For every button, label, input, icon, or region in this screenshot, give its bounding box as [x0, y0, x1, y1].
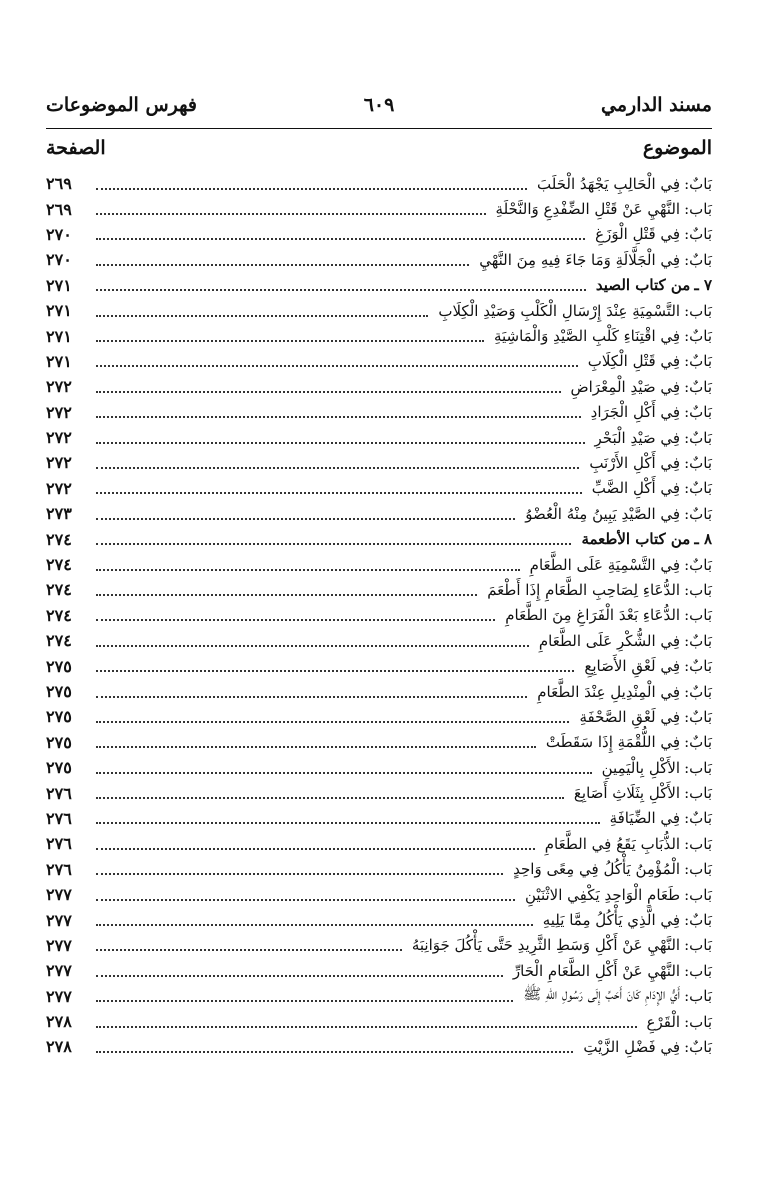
entry-page-number: ٢٧٤: [46, 529, 72, 549]
entry-title: الْقَرْعِ: [646, 1012, 681, 1031]
dot-leader: [96, 594, 477, 596]
bab-label: بَابٌ:: [684, 479, 712, 498]
toc-row: [46, 1009, 712, 1034]
toc-row: [46, 780, 712, 805]
bab-label: بَاب:: [684, 301, 712, 320]
entry-title: فِي الَّذِي يَأْكُلُ مِمَّا يَلِيهِ: [542, 911, 681, 930]
entry-page-number: ٢٧٢: [46, 402, 72, 422]
dot-leader: [96, 721, 569, 723]
entry-title: فِي الضِّيَافَةِ: [609, 809, 681, 828]
entry-page-number: ٢٧٥: [46, 732, 72, 752]
toc-row: [46, 501, 712, 526]
entry-title: الأَكْلِ بِالْيَمِينِ: [601, 758, 681, 777]
toc-row: [46, 552, 712, 577]
dot-leader: [96, 924, 533, 926]
page-number: ٦٠٩: [363, 94, 395, 116]
bab-label: بَابٌ:: [684, 1037, 712, 1056]
bab-label: بَاب:: [684, 885, 712, 904]
section-title: من كتاب الصيد: [595, 276, 691, 295]
bab-label: بَاب:: [684, 580, 712, 599]
bab-label: بَابٌ:: [684, 453, 712, 472]
entry-title: فِي صَيْدِ الْمِعْرَاضِ: [570, 377, 681, 396]
bab-label: بَاب:: [684, 860, 712, 879]
toc-row: [46, 628, 712, 653]
dot-leader: [96, 289, 586, 291]
entry-page-number: ٢٧٨: [46, 1012, 72, 1032]
toc-row: [46, 704, 712, 729]
topic-column-heading: الموضوع: [642, 137, 712, 159]
bab-label: بَابٌ:: [684, 657, 712, 676]
bab-label: بَاب:: [684, 987, 712, 1006]
toc-row: [46, 577, 712, 602]
toc-row: [46, 907, 712, 932]
bab-label: بَاب:: [684, 784, 712, 803]
entry-title: أَيُّ الإِدَامِ كَانَ أَحَبَّ إِلَى رَسُولِ اللهِ ﷺ: [523, 985, 681, 1004]
entry-page-number: ٢٧٢: [46, 428, 72, 448]
entry-page-number: ٢٧٧: [46, 935, 72, 955]
entry-title: فِي قَتْلِ الْكِلَابِ: [587, 352, 681, 371]
entry-page-number: ٢٧١: [46, 326, 72, 346]
entry-title: الذُّبَابِ يَقَعُ فِي الطَّعَامِ: [544, 834, 681, 853]
toc-page: [46, 92, 712, 1060]
dot-leader: [96, 899, 515, 901]
entry-title: الأَكْلِ بِثَلَاثِ أَصَابِعَ: [573, 784, 681, 803]
entry-title: فِي قَتْلِ الْوَزَغِ: [595, 225, 681, 244]
toc-row: [46, 323, 712, 348]
dot-leader: [96, 467, 579, 469]
entry-title: فِي لَعْقِ الصَّحْفَةِ: [579, 707, 681, 726]
book-title: مسند الدارمي: [601, 94, 712, 116]
entry-title: فِي الْجَلَّالَةِ وَمَا جَاءَ فِيهِ مِنَ النَّهْيِ: [479, 250, 681, 269]
toc-row: [46, 958, 712, 983]
entry-page-number: ٢٧٦: [46, 834, 72, 854]
entry-title: النَّهْيِ عَنْ أَكْلِ الطَّعَامِ الْحَارِّ: [512, 961, 681, 980]
dot-leader: [96, 772, 592, 774]
toc-row: [46, 247, 712, 272]
entry-page-number: ٢٧١: [46, 351, 72, 371]
dot-leader: [96, 645, 529, 647]
entry-title: فِي التَّسْمِيَةِ عَلَى الطَّعَامِ: [529, 555, 681, 574]
bab-label: بَاب:: [684, 1012, 712, 1031]
entry-page-number: ٢٧٢: [46, 478, 72, 498]
toc-row: [46, 984, 712, 1009]
dot-leader: [96, 696, 527, 698]
dot-leader: [96, 188, 527, 190]
dot-leader: [96, 1000, 513, 1002]
toc-row: [46, 806, 712, 831]
dot-leader: [96, 442, 585, 444]
toc-row: [46, 374, 712, 399]
toc-row: [46, 831, 712, 856]
bab-label: بَابٌ:: [684, 555, 712, 574]
entry-title: فِي اقْتِنَاءِ كَلْبِ الصَّيْدِ وَالْمَاشِيَةِ: [493, 327, 681, 346]
toc-row: [46, 400, 712, 425]
bab-label: بَابٌ:: [684, 504, 712, 523]
entry-page-number: ٢٧٧: [46, 986, 72, 1006]
bab-label: بَابٌ:: [684, 174, 712, 193]
entry-page-number: ٢٧٠: [46, 250, 72, 270]
entry-page-number: ٢٧٤: [46, 631, 72, 651]
dot-leader: [96, 949, 402, 951]
entry-page-number: ٢٧٧: [46, 961, 72, 981]
entry-page-number: ٢٧٦: [46, 783, 72, 803]
bab-label: بَابٌ:: [684, 911, 712, 930]
dot-leader: [96, 340, 484, 342]
page-column-heading: الصفحة: [46, 137, 106, 159]
dot-leader: [96, 822, 600, 824]
section-number: ٨ ـ: [694, 530, 712, 549]
toc-row: [46, 882, 712, 907]
dot-leader: [96, 264, 469, 266]
entry-page-number: ٢٧٨: [46, 1037, 72, 1057]
dot-leader: [96, 1026, 637, 1028]
dot-leader: [96, 746, 536, 748]
toc-row: [46, 476, 712, 501]
dot-leader: [96, 543, 571, 545]
dot-leader: [96, 416, 581, 418]
entry-title: فِي الْمِنْدِيلِ عِنْدَ الطَّعَامِ: [537, 682, 681, 701]
toc-row: [46, 755, 712, 780]
entry-title: فِي اللُّقْمَةِ إِذَا سَقَطَتْ: [545, 733, 681, 752]
dot-leader: [96, 315, 428, 317]
toc-row: [46, 450, 712, 475]
dot-leader: [96, 365, 578, 367]
toc-list: [46, 171, 712, 1060]
bab-label: بَابٌ:: [684, 733, 712, 752]
entry-page-number: ٢٧٦: [46, 808, 72, 828]
toc-row: [46, 730, 712, 755]
bab-label: بَابٌ:: [684, 377, 712, 396]
toc-row: [46, 603, 712, 628]
entry-page-number: ٢٧٦: [46, 859, 72, 879]
entry-page-number: ٢٧١: [46, 275, 72, 295]
running-head: [46, 92, 712, 129]
dot-leader: [96, 238, 585, 240]
entry-title: فِي الصَّيْدِ يَبِينُ مِنْهُ الْعُضْوُ: [525, 504, 681, 523]
bab-label: بَابٌ:: [684, 225, 712, 244]
toc-row: [46, 196, 712, 221]
dot-leader: [96, 569, 520, 571]
entry-page-number: ٢٧٤: [46, 580, 72, 600]
entry-title: فِي لَعْقِ الأَصَابِعِ: [584, 657, 681, 676]
bab-label: بَابٌ:: [684, 707, 712, 726]
toc-row: [46, 653, 712, 678]
bab-label: بَابٌ:: [684, 352, 712, 371]
toc-row: [46, 933, 712, 958]
entry-page-number: ٢٧٥: [46, 758, 72, 778]
section-number: ٧ ـ: [694, 276, 712, 295]
bab-label: بَاب:: [684, 758, 712, 777]
entry-page-number: ٢٧٥: [46, 707, 72, 727]
dot-leader: [96, 1051, 573, 1053]
entry-title: فِي فَضْلِ الزَّيْتِ: [583, 1037, 681, 1056]
dot-leader: [96, 670, 574, 672]
bab-label: بَابٌ:: [684, 250, 712, 269]
entry-title: الدُّعَاءِ لِصَاحِبِ الطَّعَامِ إِذَا أَطْعَمَ: [487, 580, 681, 599]
column-headings: [46, 129, 712, 171]
dot-leader: [96, 848, 535, 850]
bab-label: بَاب:: [684, 606, 712, 625]
toc-section-row: [46, 273, 712, 298]
bab-label: بَابٌ:: [684, 403, 712, 422]
bab-label: بَابٌ:: [684, 327, 712, 346]
dot-leader: [96, 391, 561, 393]
bab-label: بَابٌ:: [684, 682, 712, 701]
bab-label: بَابٌ:: [684, 809, 712, 828]
entry-page-number: ٢٧٥: [46, 656, 72, 676]
bab-label: بَاب:: [684, 961, 712, 980]
entry-title: التَّسْمِيَةِ عِنْدَ إِرْسَالِ الْكَلْبِ وَصَيْدِ الْكِلَابِ: [438, 301, 681, 320]
entry-title: الْمُؤْمِنُ يَأْكُلُ فِي مِعًى وَاحِدٍ: [513, 860, 681, 879]
toc-row: [46, 679, 712, 704]
dot-leader: [96, 975, 503, 977]
entry-page-number: ٢٧٧: [46, 910, 72, 930]
bab-label: بَاب:: [684, 936, 712, 955]
dot-leader: [96, 518, 515, 520]
entry-page-number: ٢٧٥: [46, 682, 72, 701]
entry-page-number: ٢٦٩: [46, 174, 72, 194]
entry-page-number: ٢٧٢: [46, 453, 72, 473]
toc-row: [46, 222, 712, 247]
dot-leader: [96, 213, 486, 215]
toc-row: [46, 425, 712, 450]
dot-leader: [96, 873, 503, 875]
entry-page-number: ٢٧٤: [46, 605, 72, 625]
entry-page-number: ٢٧٧: [46, 885, 72, 905]
entry-page-number: ٢٧٣: [46, 504, 72, 524]
entry-title: فِي أَكْلِ الضَّبِّ: [591, 479, 681, 498]
dot-leader: [96, 492, 582, 494]
dot-leader: [96, 619, 495, 621]
entry-title: فِي الشُّكْرِ عَلَى الطَّعَامِ: [538, 631, 681, 650]
entry-title: الدُّعَاءِ بَعْدَ الْفَرَاغِ مِنَ الطَّعَامِ: [505, 606, 681, 625]
entry-title: فِي صَيْدِ الْبَحْرِ: [594, 428, 681, 447]
bab-label: بَاب:: [684, 834, 712, 853]
toc-row: [46, 171, 712, 196]
section-title: من كتاب الأطعمة: [581, 530, 691, 549]
bab-label: بَابٌ:: [684, 631, 712, 650]
bab-label: بَاب:: [684, 200, 712, 219]
toc-row: [46, 349, 712, 374]
entry-page-number: ٢٧٢: [46, 377, 72, 397]
entry-page-number: ٢٧٠: [46, 224, 72, 244]
entry-title: فِي أَكْلِ الْجَرَادِ: [590, 403, 681, 422]
entry-title: النَّهْيِ عَنْ أَكْلِ وَسَطِ الثَّرِيدِ حَتَّى يَأْكُلَ جَوَانِبَهُ: [411, 936, 681, 955]
dot-leader: [96, 797, 564, 799]
entry-page-number: ٢٦٩: [46, 199, 72, 219]
bab-label: بَابٌ:: [684, 428, 712, 447]
entry-title: فِي أَكْلِ الأَرْنَبِ: [589, 453, 681, 472]
entry-title: فِي الْحَالِبِ يَجْهَدُ الْحَلَبَ: [537, 174, 681, 193]
toc-row: [46, 857, 712, 882]
entry-page-number: ٢٧١: [46, 301, 72, 321]
entry-title: النَّهْيِ عَنْ قَتْلِ الضِّفْدِعِ وَالنَّحْلَةِ: [495, 200, 681, 219]
toc-section-row: [46, 526, 712, 551]
toc-row: [46, 1034, 712, 1059]
section-title: فهرس الموضوعات: [46, 94, 197, 116]
entry-title: طَعَامِ الْوَاحِدِ يَكْفِي الاثْنَيْنِ: [525, 885, 681, 904]
toc-row: [46, 298, 712, 323]
entry-page-number: ٢٧٤: [46, 555, 72, 575]
